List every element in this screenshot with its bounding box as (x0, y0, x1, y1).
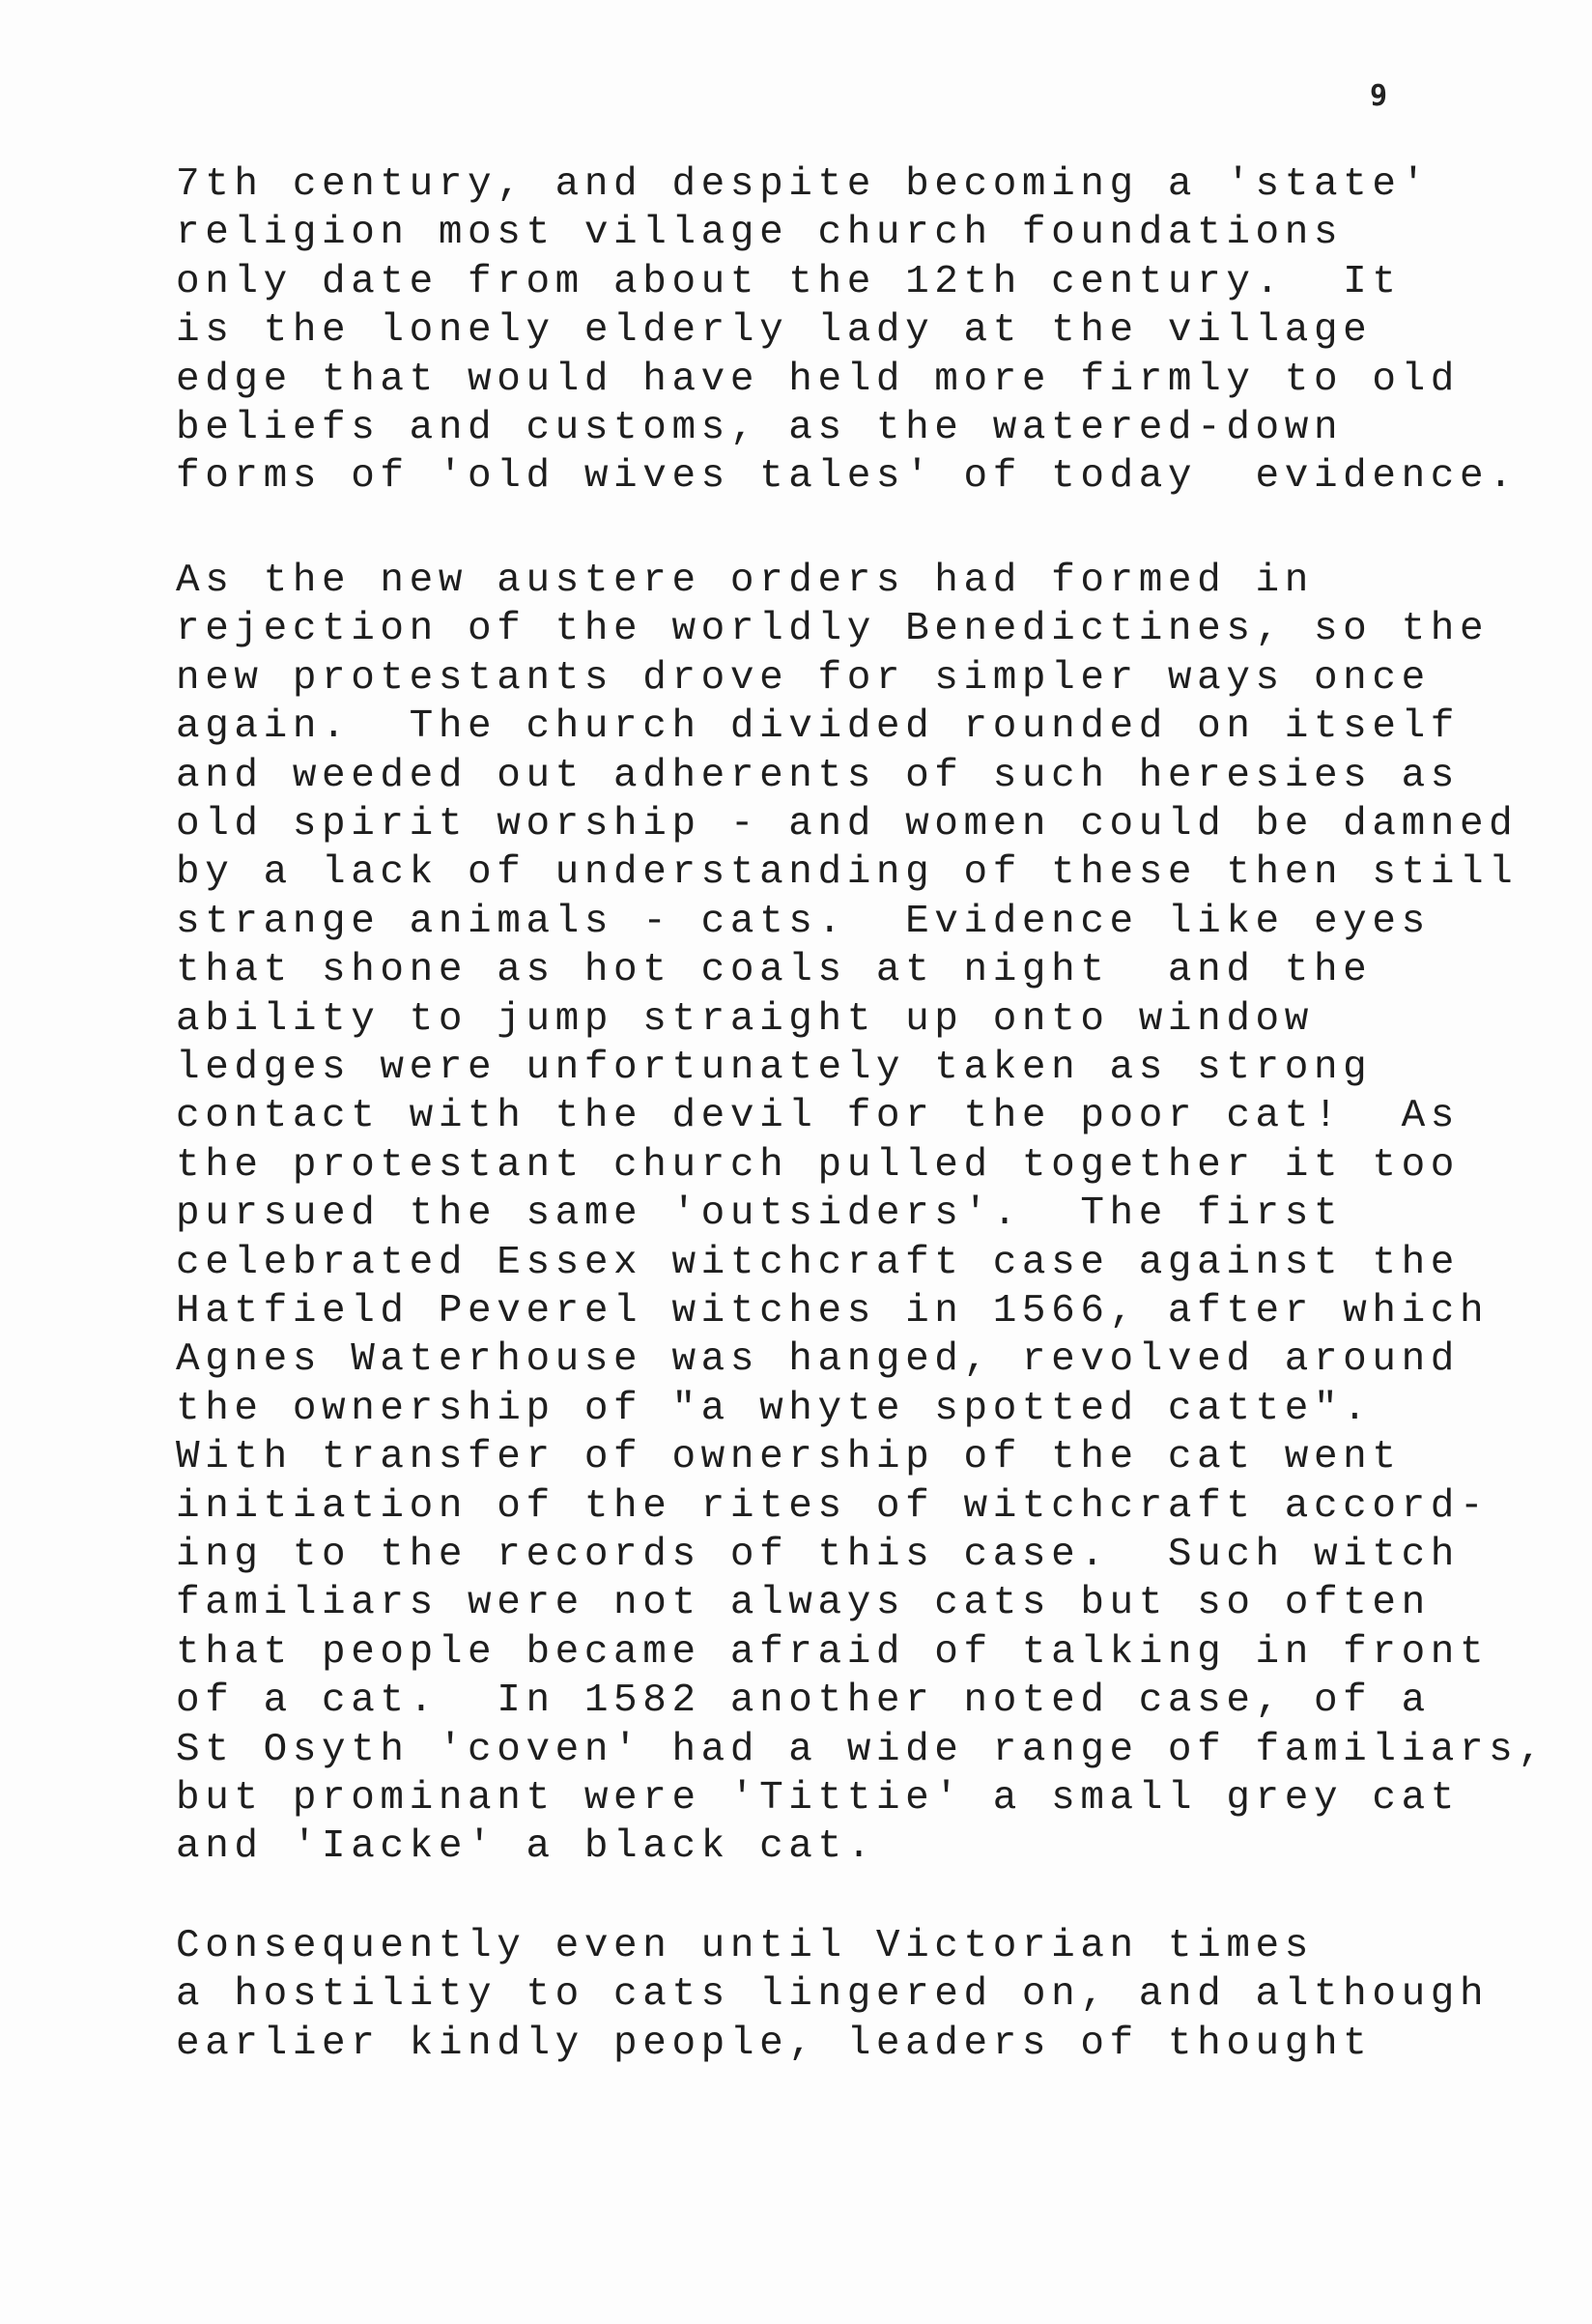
text-line: rejection of the worldly Benedictines, so the (176, 607, 1490, 652)
page-number: 9 (1370, 79, 1388, 113)
text-line: again. The church divided rounded on itself (176, 704, 1460, 750)
text-line: ing to the records of this case. Such witch (176, 1533, 1460, 1577)
text-line: ability to jump straight up onto window (176, 996, 1314, 1042)
text-line: that shone as hot coals at night and the (176, 948, 1373, 993)
text-line: pursued the same 'outsiders'. The first (176, 1191, 1344, 1237)
text-line: a hostility to cats lingered on, and although (176, 1972, 1490, 2018)
text-line: religion most village church foundations (176, 211, 1344, 256)
text-line: Consequently even until Victorian times (176, 1924, 1314, 1968)
text-line: 7th century, and despite becoming a 'state' (176, 162, 1431, 207)
text-line: With transfer of ownership of the cat went (176, 1435, 1402, 1480)
text-line: and weeded out adherents of such heresies as (176, 753, 1460, 798)
text-line: St Osyth 'coven' had a wide range of familiars, (176, 1727, 1548, 1772)
text-line: old spirit worship - and women could be damned (176, 802, 1519, 846)
text-line: and 'Iacke' a black cat. (176, 1824, 876, 1870)
text-line: strange animals - cats. Evidence like eyes (176, 899, 1431, 944)
text-line: celebrated Essex witchcraft case against the (176, 1240, 1460, 1285)
text-line: the ownership of "a whyte spotted catte". (176, 1386, 1373, 1431)
text-line: Agnes Waterhouse was hanged, revolved around (176, 1337, 1460, 1383)
text-line: ledges were unfortunately taken as strong (176, 1046, 1373, 1090)
text-line: only date from about the 12th century. It (176, 259, 1402, 304)
text-line: by a lack of understanding of these then still (176, 850, 1519, 896)
text-line: Hatfield Peverel witches in 1566, after which (176, 1289, 1490, 1334)
text-line: of a cat. In 1582 another noted case, of a (176, 1678, 1431, 1724)
text-line: forms of 'old wives tales' of today evidence. (176, 454, 1519, 500)
text-line: initiation of the rites of witchcraft accord- (176, 1483, 1490, 1529)
text-line: As the new austere orders had formed in (176, 559, 1314, 603)
text-line: earlier kindly people, leaders of thought (176, 2021, 1373, 2066)
text-line: familiars were not always cats but so often (176, 1581, 1431, 1626)
text-line: new protestants drove for simpler ways once (176, 655, 1431, 701)
text-line: edge that would have held more firmly to old (176, 357, 1460, 402)
text-line: contact with the devil for the poor cat! As (176, 1094, 1460, 1139)
text-line: but prominant were 'Tittie' a small grey cat (176, 1776, 1460, 1821)
text-line: beliefs and customs, as the watered-down (176, 406, 1344, 450)
text-line: the protestant church pulled together it too (176, 1142, 1460, 1188)
text-line: is the lonely elderly lady at the village (176, 308, 1373, 354)
text-line: that people became afraid of talking in front (176, 1629, 1490, 1675)
